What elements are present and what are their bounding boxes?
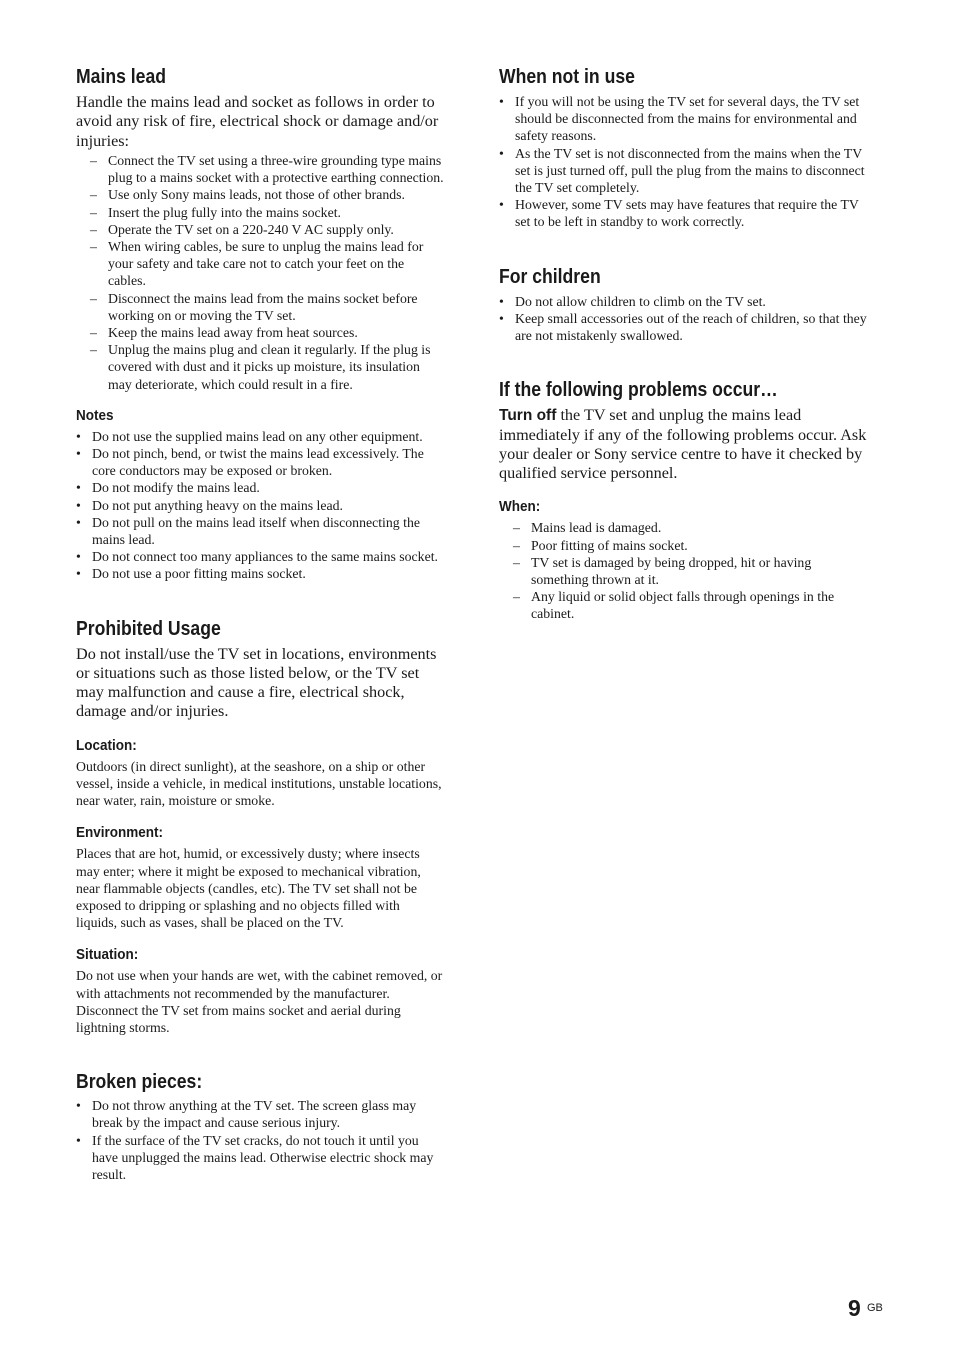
problems-intro	[499, 406, 869, 483]
turn-off-label: Turn off	[499, 407, 557, 425]
mains-lead-heading: Mains lead	[76, 66, 166, 88]
situation-heading: Situation:	[76, 946, 139, 964]
list-item: – Mains lead is damaged.	[531, 519, 869, 536]
list-item: • Do not connect too many appliances to the same mains socket.	[92, 548, 444, 565]
notes-heading: Notes	[76, 406, 114, 424]
situation-text: Do not use when your hands are wet, with the cabinet removed, or with attachments not recommended by the manufacturer. Disconnect the TV set from mains socket and aerial during lightning storms.	[76, 968, 443, 1035]
list-item: – Disconnect the mains lead from the mains socket before working on or moving the TV set.	[108, 290, 444, 324]
for-children-list	[499, 293, 869, 345]
list-item: • Keep small accessories out of the reach of children, so that they are not mistakenly swallowed.	[515, 310, 869, 344]
list-item: • Do not allow children to climb on the TV set.	[515, 293, 869, 310]
list-item: • However, some TV sets may have features that require the TV set to be left in standby to work correctly.	[515, 196, 869, 230]
list-item: • Do not pinch, bend, or twist the mains lead excessively. The core conductors may be exposed or broken.	[92, 445, 444, 479]
list-item: – When wiring cables, be sure to unplug the mains lead for your safety and take care not to catch your feet on the cables.	[108, 238, 444, 290]
prohibited-usage-heading: Prohibited Usage	[76, 617, 221, 640]
list-item: – Any liquid or solid object falls through openings in the cabinet.	[531, 588, 869, 622]
list-item: – TV set is damaged by being dropped, hit or having something thrown at it.	[531, 554, 869, 588]
list-item: – Unplug the mains plug and clean it regularly. If the plug is covered with dust and it picks up moisture, its insulation may deteriorate, which could result in a fire.	[108, 341, 444, 393]
page-number: 9	[848, 1295, 861, 1321]
mains-lead-intro: Handle the mains lead and socket as follows in order to avoid any risk of fire, electrical shock or damage and/or injuries:	[76, 93, 439, 150]
page-region-suffix: GB	[867, 1302, 883, 1314]
when-not-in-use-heading: When not in use	[499, 66, 635, 88]
list-item: • Do not use the supplied mains lead on any other equipment.	[92, 428, 444, 445]
notes-list	[76, 428, 444, 583]
list-item: • Do not use a poor fitting mains socket.	[92, 565, 444, 582]
list-item: – Insert the plug fully into the mains socket.	[108, 204, 444, 221]
list-item: • If you will not be using the TV set for several days, the TV set should be disconnected from the mains for environmental and safety reasons.	[515, 93, 869, 145]
problems-heading: If the following problems occur…	[499, 379, 778, 402]
environment-text: Places that are hot, humid, or excessively dusty; where insects may enter; where it might be exposed to mechanical vibration, near flammable objects (candles, etc). The TV set shall not be exposed to dripping or splashing and no objects filled with liquids, such as vases, shall be placed on the TV.	[76, 846, 421, 931]
when-not-in-use-list	[499, 93, 869, 231]
broken-pieces-list	[76, 1097, 444, 1183]
problems-intro-text: the TV set and unplug the mains lead immediately if any of the following problems occur. Ask your dealer or Sony service centre to have it checked by qualified service personnel.	[499, 406, 867, 483]
when-heading: When:	[499, 498, 541, 516]
list-item: – Connect the TV set using a three-wire grounding type mains plug to a mains socket with a protective earthing connection.	[108, 152, 444, 186]
prohibited-usage-intro: Do not install/use the TV set in locations, environments or situations such as those listed below, or the TV set may malfunction and cause a fire, electrical shock, damage and/or injuries.	[76, 644, 437, 721]
environment-heading: Environment:	[76, 824, 164, 842]
list-item: • As the TV set is not disconnected from the mains when the TV set is just turned off, pull the plug from the mains to disconnect the TV set completely.	[515, 145, 869, 197]
for-children-heading: For children	[499, 265, 601, 288]
list-item: • Do not throw anything at the TV set. The screen glass may break by the impact and cause serious injury.	[92, 1097, 444, 1131]
list-item: • Do not modify the mains lead.	[92, 479, 444, 496]
list-item: • Do not pull on the mains lead itself when disconnecting the mains lead.	[92, 514, 444, 548]
mains-lead-list	[76, 152, 444, 393]
list-item: – Use only Sony mains leads, not those of other brands.	[108, 186, 444, 203]
broken-pieces-heading: Broken pieces:	[76, 1071, 203, 1094]
list-item: • If the surface of the TV set cracks, do not touch it until you have unplugged the mains lead. Otherwise electric shock may result.	[92, 1132, 444, 1184]
list-item: • Do not put anything heavy on the mains lead.	[92, 497, 444, 514]
list-item: – Poor fitting of mains socket.	[531, 537, 869, 554]
list-item: – Keep the mains lead away from heat sources.	[108, 324, 444, 341]
left-column	[76, 64, 444, 1183]
location-text: Outdoors (in direct sunlight), at the seashore, on a ship or other vessel, inside a vehicle, in medical institutions, unstable locations, near water, rain, moisture or smoke.	[76, 758, 442, 809]
problems-list	[499, 519, 869, 622]
right-column	[499, 64, 869, 623]
list-item: – Operate the TV set on a 220-240 V AC supply only.	[108, 221, 444, 238]
location-heading: Location:	[76, 736, 137, 754]
